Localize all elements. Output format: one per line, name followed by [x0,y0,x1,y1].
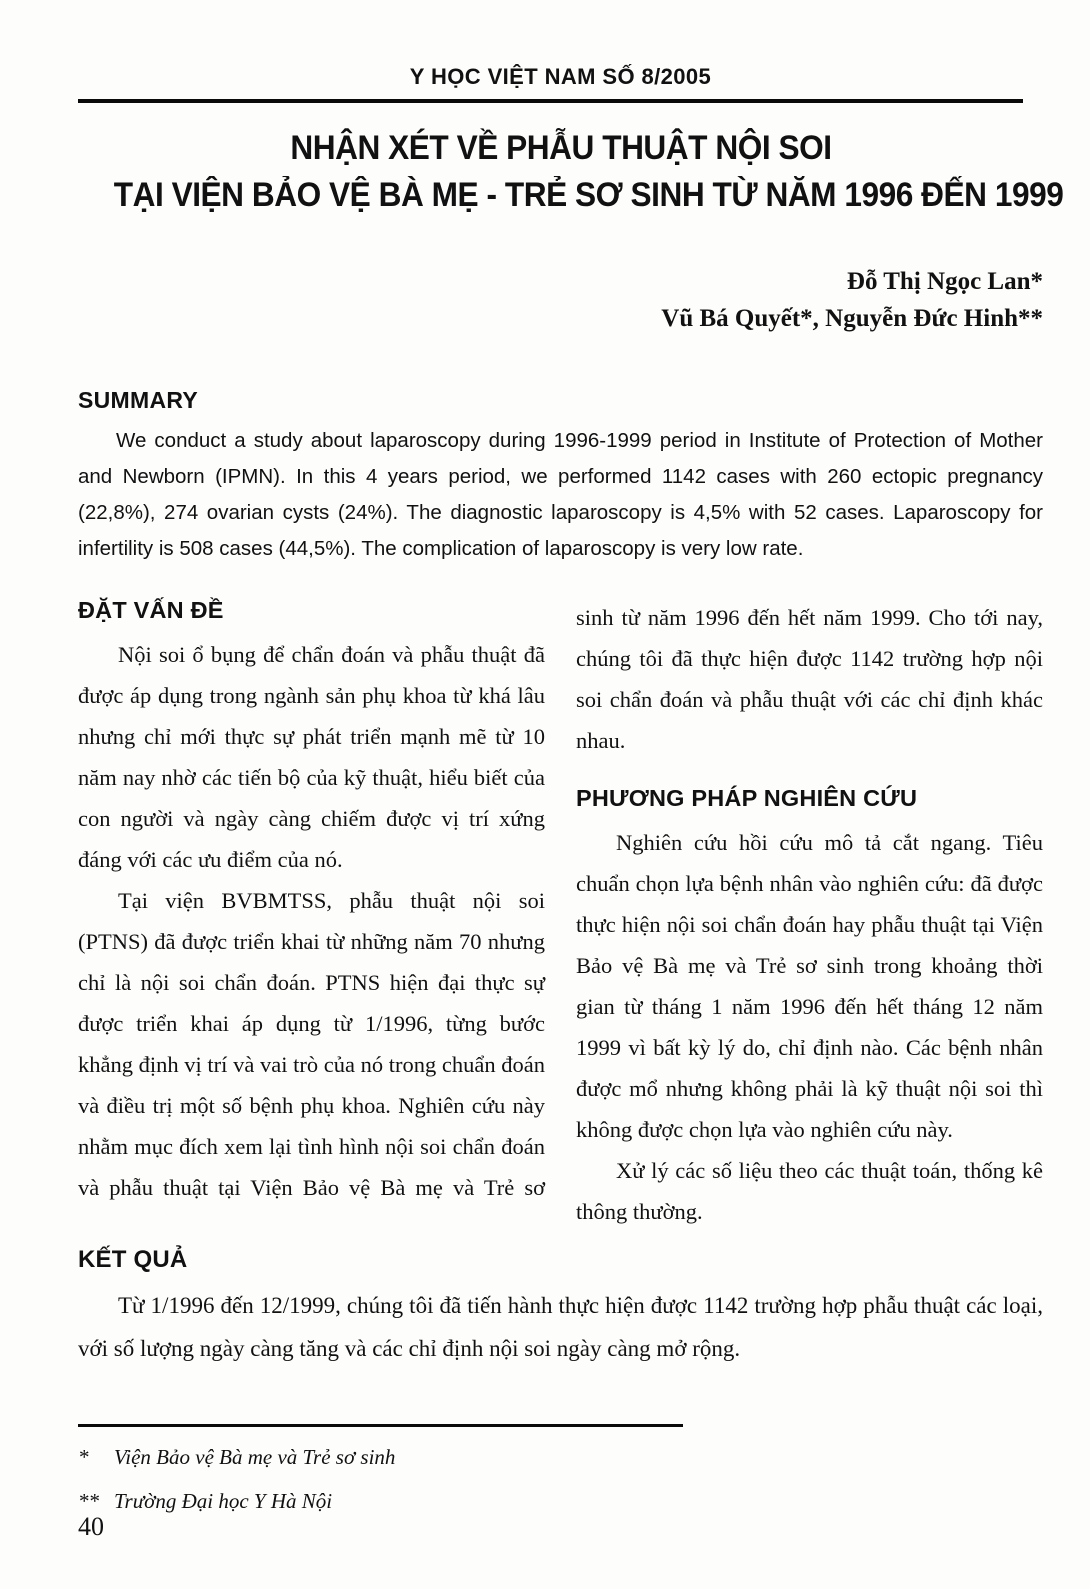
methods-paragraph-2: Xử lý các số liệu theo các thuật toán, thống kê thông thường. [576,1158,1043,1224]
footer [78,1424,1043,1515]
methods-heading: PHƯƠNG PHÁP NGHIÊN CỨU [576,785,918,811]
footnote-1-text: Viện Bảo vệ Bà mẹ và Trẻ sơ sinh [114,1445,396,1469]
footnote-1-marker: * [78,1445,89,1469]
authors-block [78,263,1043,337]
introduction-paragraph-2-continuation: sinh từ năm 1996 đến hết năm 1999. Cho tới nay, chúng tôi đã thực hiện được 1142 trường hợp nội soi chẩn đoán và phẫu thuật với các chỉ định khác nhau. [576,605,1043,753]
footnote-rule-divider [78,1424,683,1427]
footnote-1 [78,1443,1043,1471]
introduction-paragraph-1: Nội soi ổ bụng để chẩn đoán và phẫu thuật đã được áp dụng trong ngành sản phụ khoa từ khá lâu nhưng chỉ mới thực sự phát triển mạnh mẽ từ 10 năm nay nhờ các tiến bộ của kỹ thuật, hiểu biết của con người và ngày càng chiếm được vị trí xứng đáng với các ưu điểm của nó. [78,642,545,872]
summary-body: We conduct a study about laparoscopy during 1996-1999 period in Institute of Protection of Mother and Newborn (IPMN). In this 4 years period, we performed 1142 cases with 260 ectopic pregnancy (22,8%), 274 ovarian cysts (24%). The diagnostic laparoscopy is 4,5% with 52 cases. Laparoscopy for infertility is 508 cases (44,5%). The complication of laparoscopy is very low rate. [78,429,1043,560]
author-line-2: Vũ Bá Quyết*, Nguyễn Đức Hinh** [661,305,1043,332]
results-heading: KẾT QUẢ [78,1246,188,1273]
footnote-2-text: Trường Đại học Y Hà Nội [114,1489,333,1513]
summary-heading: SUMMARY [78,387,199,413]
two-column-body [78,597,1043,1232]
journal-header: Y HỌC VIỆT NAM SỐ 8/2005 [409,64,712,89]
footnote-2 [78,1487,1043,1515]
methods-paragraph-1: Nghiên cứu hồi cứu mô tả cắt ngang. Tiêu chuẩn chọn lựa bệnh nhân vào nghiên cứu: đã được thực hiện nội soi chẩn đoán hay phẫu thuật tại Viện Bảo vệ Bà mẹ và Trẻ sơ sinh trong khoảng thời gian từ tháng 1 năm 1996 đến hết tháng 12 năm 1999 vì bất kỳ lý do, chỉ định nào. Các bệnh nhân được mổ nhưng không phải là kỹ thuật nội soi thì không được chọn lựa vào nghiên cứu này. [576,830,1043,1142]
results-body: Từ 1/1996 đến 12/1999, chúng tôi đã tiến hành thực hiện được 1142 trường hợp phẫu thuật các loại, với số lượng ngày càng tăng và các chỉ định nội soi ngày càng mở rộng. [78,1293,1043,1361]
author-line-1: Đỗ Thị Ngọc Lan* [846,268,1043,295]
right-column [576,597,1043,1232]
article-title-line2: TẠI VIỆN BẢO VỆ BÀ MẸ - TRẺ SƠ SINH TỪ NĂM 1996 ĐẾN 1999 [113,176,1064,214]
page-number: 40 [78,1512,104,1541]
footnote-2-marker: ** [78,1489,99,1513]
introduction-paragraph-2: Tại viện BVBMTSS, phẫu thuật nội soi (PTNS) đã được triển khai từ những năm 70 nhưng chỉ là nội soi chẩn đoán. PTNS hiện đại thực sự được triển khai áp dụng từ 1/1996, từng bước khẳng định vị trí và vai trò của nó trong chuẩn đoán và điều trị một số bệnh phụ khoa. Nghiên cứu này nhằm mục đích xem lại tình hình nội soi chẩn đoán và phẫu thuật tại Viện Bảo vệ Bà mẹ và Trẻ sơ [78,888,545,1200]
introduction-heading: ĐẶT VẤN ĐỀ [78,597,224,623]
article-title [78,125,1064,219]
left-column [78,597,545,1232]
article-title-line1: NHẬN XÉT VỀ PHẪU THUẬT NỘI SOI [289,129,832,167]
header-rule-divider [78,99,1023,103]
